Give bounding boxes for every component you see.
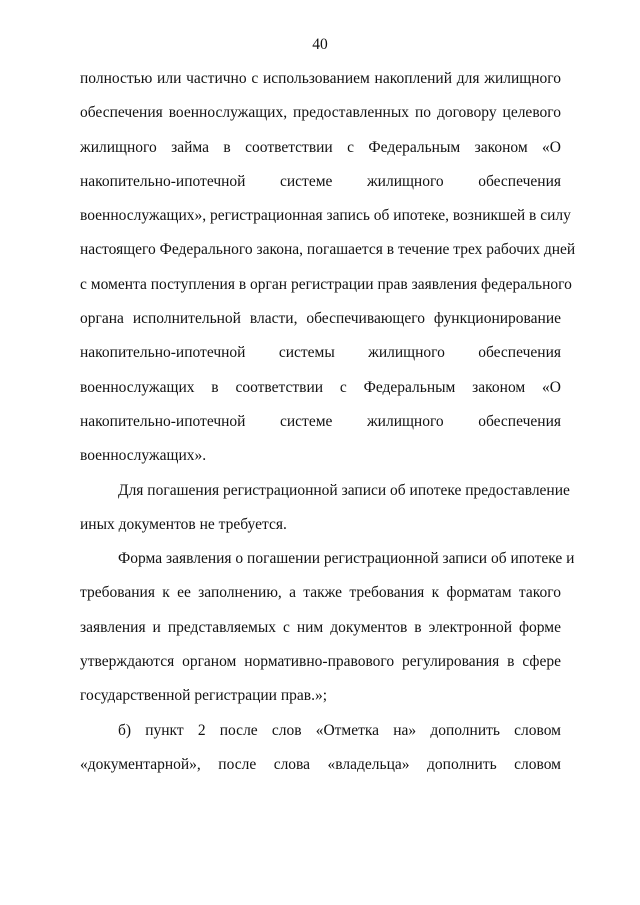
- text-line: б) пункт 2 после слов «Отметка на» дополнить словом: [118, 721, 561, 739]
- text-line: военнослужащих», регистрационная запись об ипотеке, возникшей в силу: [80, 207, 571, 225]
- text-line: накопительно-ипотечной системе жилищного обеспечения: [80, 172, 561, 190]
- text-line: Для погашения регистрационной записи об ипотеке предоставление: [118, 481, 570, 499]
- text-line: иных документов не требуется.: [80, 515, 287, 533]
- body-text: [80, 62, 576, 782]
- text-line: накопительно-ипотечной системы жилищного обеспечения: [80, 344, 561, 362]
- text-line: накопительно-ипотечной системе жилищного обеспечения: [80, 412, 561, 430]
- text-line: военнослужащих».: [80, 447, 207, 465]
- text-line: органа исполнительной власти, обеспечивающего функционирование: [80, 310, 561, 328]
- text-line: с момента поступления в орган регистрации прав заявления федерального: [80, 275, 572, 293]
- text-line: настоящего Федерального закона, погашается в течение трех рабочих дней: [80, 241, 576, 259]
- text-line: военнослужащих в соответствии с Федеральным законом «О: [80, 378, 561, 396]
- text-line: жилищного займа в соответствии с Федеральным законом «О: [80, 138, 561, 156]
- text-line: полностью или частично с использованием накоплений для жилищного: [80, 70, 561, 87]
- text-line: «документарной», после слова «владельца» дополнить словом: [80, 755, 561, 773]
- text-line: государственной регистрации прав.»;: [80, 687, 328, 705]
- text-line: заявления и представляемых с ним документов в электронной форме: [80, 618, 561, 636]
- page-number: 40: [312, 36, 328, 53]
- text-line: требования к ее заполнению, а также требования к форматам такого: [80, 584, 561, 602]
- text-line: обеспечения военнослужащих, предоставленных по договору целевого: [80, 104, 561, 122]
- text-line: утверждаются органом нормативно-правового регулирования в сфере: [80, 653, 561, 671]
- text-line: Форма заявления о погашении регистрационной записи об ипотеке и: [118, 550, 575, 568]
